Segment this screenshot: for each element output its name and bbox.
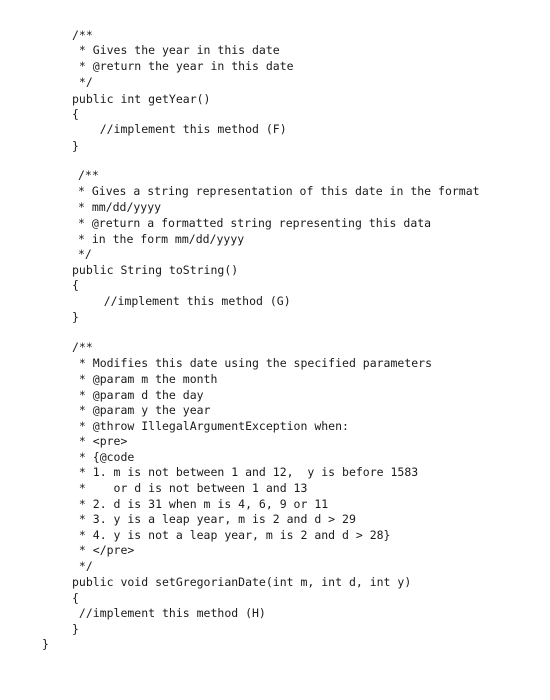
code-line: { <box>72 591 79 605</box>
code-line: * <pre> <box>72 434 128 448</box>
code-line: /** <box>72 28 93 42</box>
code-line: * @param m the month <box>72 372 218 386</box>
code-line: } <box>72 622 79 636</box>
code-line: */ <box>78 247 92 261</box>
code-line: public void setGregorianDate(int m, int d, int y) <box>72 575 412 589</box>
code-line: * @throw IllegalArgumentException when: <box>72 419 349 433</box>
code-line: * or d is not between 1 and 13 <box>72 481 308 495</box>
code-line: * </pre> <box>72 543 135 557</box>
code-line: * Modifies this date using the specified parameters <box>72 356 433 370</box>
code-line: * in the form mm/dd/yyyy <box>78 232 245 246</box>
code-line: */ <box>72 559 93 573</box>
code-line: * 4. y is not a leap year, m is 2 and d > 28} <box>72 528 391 542</box>
code-line: * mm/dd/yyyy <box>78 200 162 214</box>
code-line: * @return the year in this date <box>72 59 294 73</box>
code-line: * {@code <box>72 450 135 464</box>
code-line: } <box>72 310 79 324</box>
code-line: //implement this method (H) <box>72 606 266 620</box>
code-line: * 1. m is not between 1 and 12, y is before 1583 <box>72 465 419 479</box>
code-line: * Gives a string representation of this date in the format <box>78 184 480 198</box>
code-line: /** <box>78 168 99 182</box>
code-line: //implement this method (F) <box>72 122 287 136</box>
code-line: /** <box>72 340 93 354</box>
code-line: * 3. y is a leap year, m is 2 and d > 29 <box>72 512 356 526</box>
code-line: { <box>72 278 79 292</box>
code-line: public int getYear() <box>72 92 211 106</box>
code-line: * Gives the year in this date <box>72 43 280 57</box>
code-line: //implement this method (G) <box>76 294 291 308</box>
code-line: */ <box>72 75 93 89</box>
code-line: } <box>72 139 79 153</box>
code-line: { <box>72 107 79 121</box>
code-line: * @return a formatted string representing this data <box>78 216 432 230</box>
code-line: * @param y the year <box>72 403 211 417</box>
code-line: } <box>42 637 49 651</box>
code-line: * @param d the day <box>72 388 204 402</box>
code-line: * 2. d is 31 when m is 4, 6, 9 or 11 <box>72 497 329 511</box>
code-line: public String toString() <box>72 263 239 277</box>
